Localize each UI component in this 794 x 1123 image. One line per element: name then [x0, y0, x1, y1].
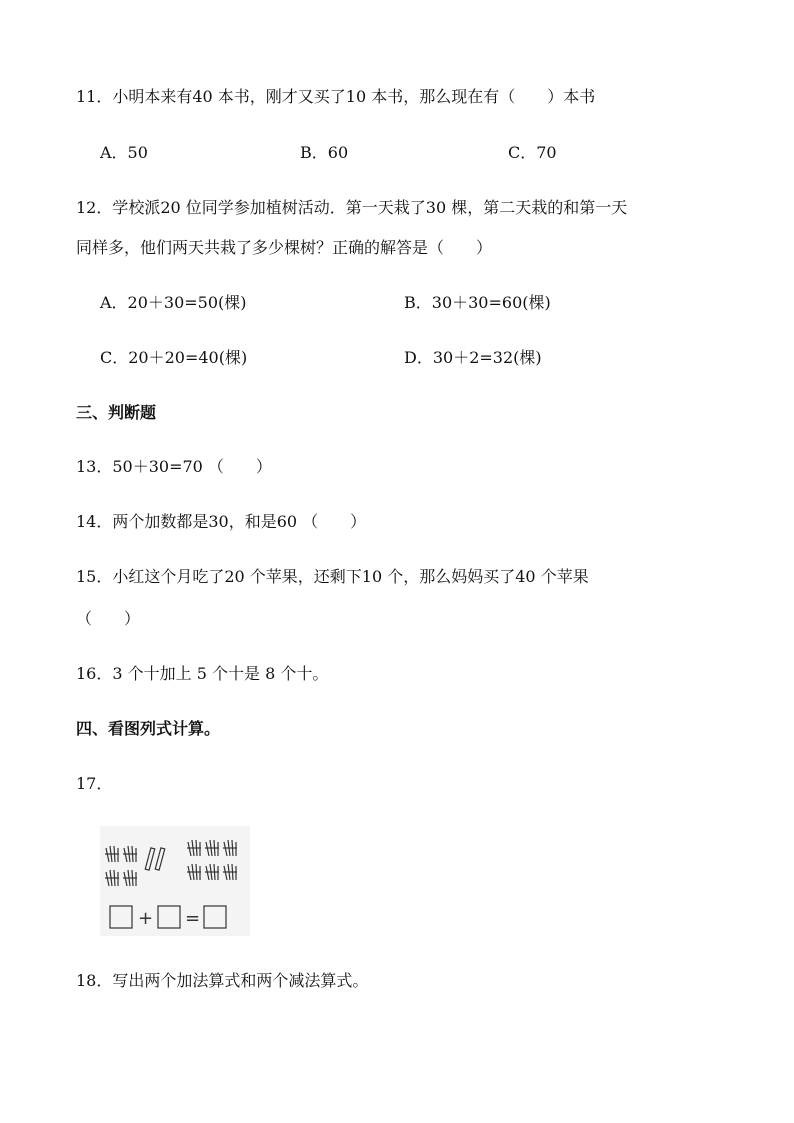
bundle-of-sticks-icon: [105, 870, 119, 886]
bundle-of-sticks-icon: [123, 846, 137, 862]
plus-sign: +: [138, 908, 154, 929]
question-12-line-2: 同样多，他们两天共栽了多少棵树？正确的解答是（ ）: [76, 238, 493, 257]
question-15-line-1: 15．小红这个月吃了20 个苹果，还剩下10 个，那么妈妈买了40 个苹果: [76, 567, 589, 586]
question-13: 13．50＋30=70 （ ）: [76, 457, 272, 476]
bundle-of-sticks-icon: [187, 840, 201, 856]
question-11: 11．小明本来有40 本书，刚才又买了10 本书，那么现在有（ ）本书: [76, 87, 596, 106]
question-18: 18．写出两个加法算式和两个减法算式。: [76, 971, 369, 990]
bundle-of-sticks-icon: [205, 864, 219, 880]
q12-option-c[interactable]: C．20＋20=40(棵): [100, 348, 248, 367]
question-15-line-2: （ ）: [76, 609, 141, 628]
question-12-line-1: 12．学校派20 位同学参加植树活动．第一天栽了30 棵，第二天栽的和第一天: [76, 198, 628, 217]
section-3-heading: 三、判断题: [76, 403, 157, 422]
q12-option-b[interactable]: B．30＋30=60(棵): [404, 293, 551, 312]
bundle-of-sticks-icon: [187, 864, 201, 880]
question-17: 17．: [76, 774, 113, 793]
q11-option-b[interactable]: B．60: [300, 143, 349, 162]
answer-box-icon[interactable]: [158, 906, 180, 928]
q12-option-a[interactable]: A．20＋30=50(棵): [100, 293, 247, 312]
equals-sign: =: [185, 908, 201, 929]
q11-option-a[interactable]: A．50: [100, 143, 148, 162]
q11-option-c[interactable]: C．70: [508, 143, 557, 162]
counting-sticks-figure: [100, 826, 250, 936]
answer-box-icon[interactable]: [204, 906, 226, 928]
single-stick-icon: [155, 848, 165, 870]
answer-box-icon[interactable]: [110, 906, 132, 928]
q12-option-d[interactable]: D．30＋2=32(棵): [404, 348, 542, 367]
bundle-of-sticks-icon: [223, 840, 237, 856]
single-stick-icon: [145, 848, 155, 870]
bundle-of-sticks-icon: [223, 864, 237, 880]
bundle-of-sticks-icon: [105, 846, 119, 862]
bundle-of-sticks-icon: [205, 840, 219, 856]
question-16: 16．3 个十加上 5 个十是 8 个十。: [76, 664, 329, 683]
section-4-heading: 四、看图列式计算。: [76, 719, 221, 738]
question-14: 14．两个加数都是30，和是60 （ ）: [76, 512, 367, 531]
bundle-of-sticks-icon: [123, 870, 137, 886]
